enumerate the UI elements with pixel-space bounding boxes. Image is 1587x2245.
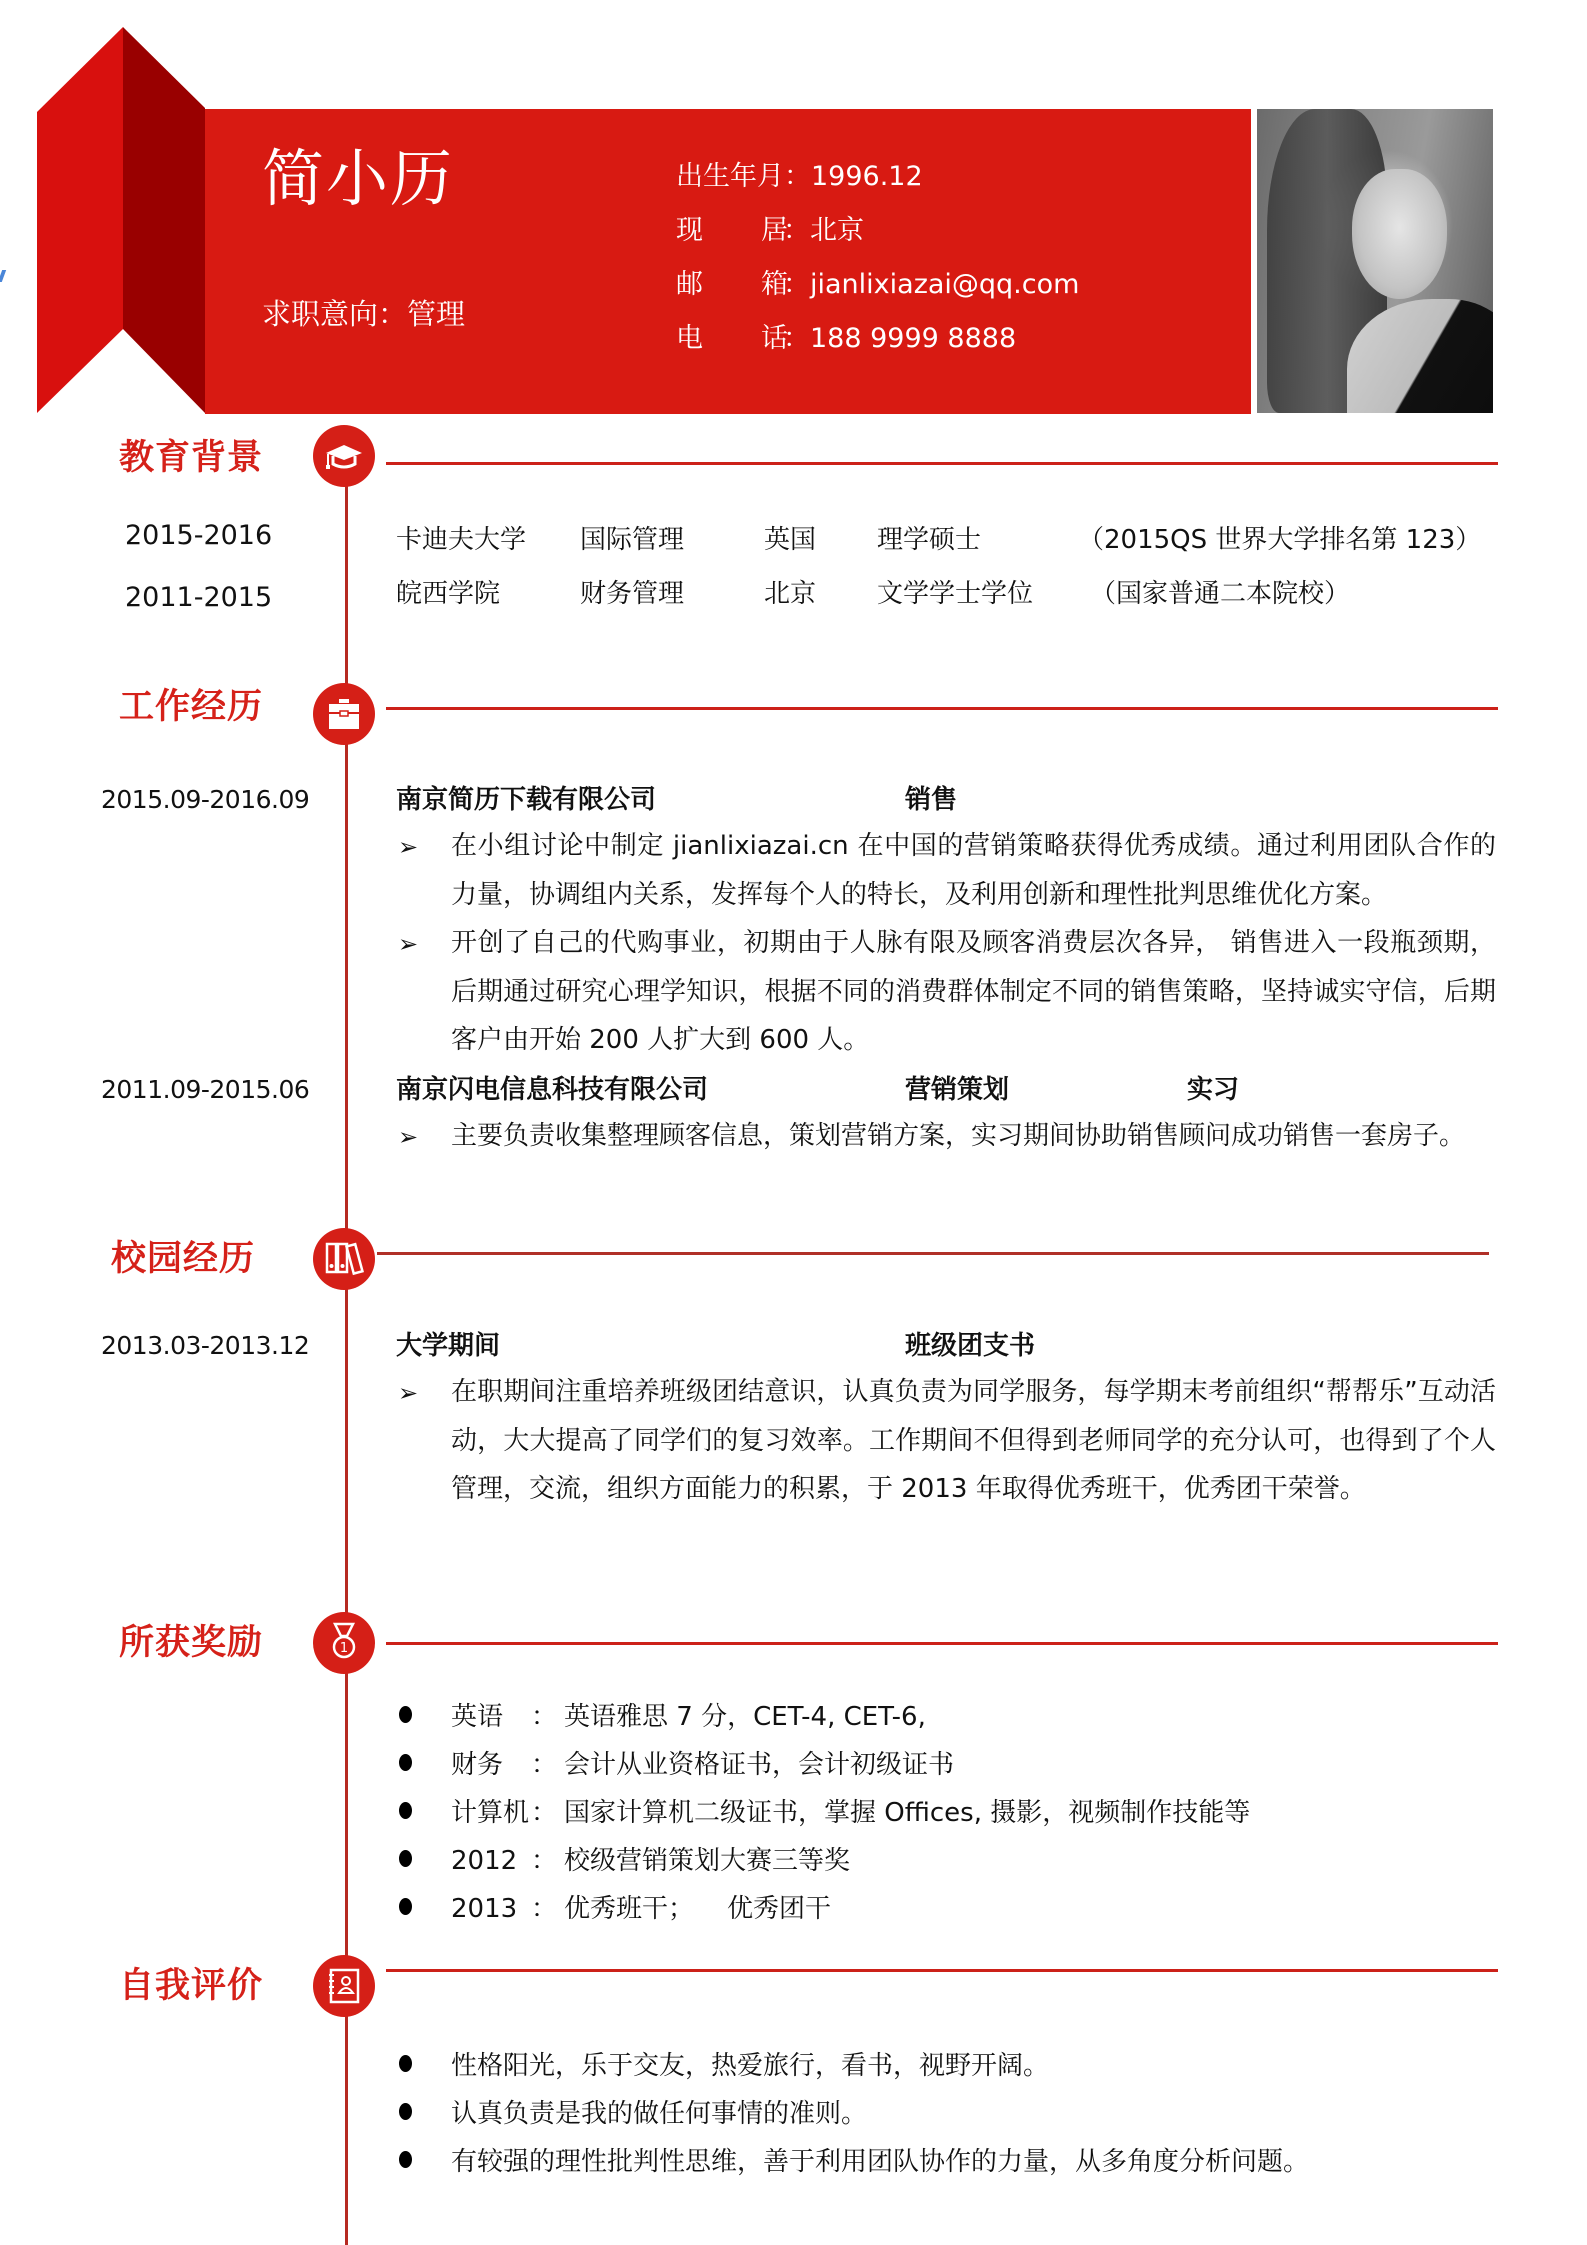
work-bullet: 主要负责收集整理顾客信息，策划营销方案，实习期间协助销售顾问成功销售一套房子。 [451,1121,1466,1151]
bullet-dot-icon [399,1706,412,1723]
info-residence: 现 居：北京 [676,215,864,246]
edu-school: 皖西学院 [396,579,501,609]
edu-note: （2015QS 世界大学排名第 123） [1078,525,1482,555]
arrow-bullet-icon: ➢ [398,930,419,958]
section-title-education: 教育背景 [119,438,264,478]
award-item: 2012 ： 校级营销策划大赛三等奖 [451,1846,851,1876]
edu-place: 英国 [764,525,817,555]
bullet-dot-icon [399,1850,412,1867]
section-divider [386,1969,1498,1972]
self-eval-item: 有较强的理性批判性思维，善于利用团队协作的力量，从多角度分析问题。 [451,2147,1310,2177]
self-eval-item: 认真负责是我的做任何事情的准则。 [451,2099,868,2129]
bullet-dot-icon [399,1754,412,1771]
section-divider [386,707,1498,710]
work-bullet: 在小组讨论中制定 jianlixiazai.cn 在中国的营销策略获得优秀成绩。通过利用团队合作的力量，协调组内关系，发挥每个人的特长，及利用创新和理性批判思维优化方案。 [451,831,1496,910]
info-phone: 电 话：188 9999 8888 [676,323,1017,354]
work-bullet: 开创了自己的代购事业，初期由于人脉有限及顾客消费层次各异， 销售进入一段瓶颈期， 后期通过研究心理学知识，根据不同的消费群体制定不同的销售策略，坚持诚实守信，后期客户由开始 200 人扩大到 600 人。 [451,928,1496,1055]
campus-role: 班级团支书 [905,1331,1036,1361]
edu-degree: 文学学士学位 [877,579,1034,609]
work-company: 南京简历下载有限公司 [396,785,657,815]
info-birth: 出生年月：1996.12 [676,161,923,192]
award-item: 计算机： 国家计算机二级证书，掌握 Offices, 摄影，视频制作技能等 [451,1798,1251,1828]
campus-org: 大学期间 [396,1331,501,1361]
briefcase-icon [313,683,375,745]
arrow-bullet-icon: ➢ [398,1123,419,1151]
edu-date: 2011-2015 [125,582,273,613]
section-divider [377,1252,1489,1255]
section-title-work: 工作经历 [119,687,264,727]
bullet-dot-icon [399,2055,412,2072]
self-eval-item: 性格阳光，乐于交友，热爱旅行，看书，视野开阔。 [451,2051,1050,2081]
candidate-name: 简小历 [262,142,455,215]
work-type: 实习 [1187,1075,1240,1105]
job-intent: 求职意向：管理 [262,297,466,331]
edu-school: 卡迪夫大学 [396,525,527,555]
campus-bullet: 在职期间注重培养班级团结意识，认真负责为同学服务，每学期末考前组织“帮帮乐”互动活动，大大提高了同学们的复习效率。工作期间不但得到老师同学的充分认可，也得到了个人管理，交流，组织方面能力的积累，于 2013 年取得优秀班干，优秀团干荣誉。 [451,1377,1496,1504]
info-email: 邮 箱：jianlixiazai@qq.com [676,269,1080,300]
campus-date: 2013.03-2013.12 [101,1331,310,1360]
award-item: 英语 ： 英语雅思 7 分，CET-4, CET-6, [451,1702,926,1732]
bullet-dot-icon [399,1802,412,1819]
work-date: 2011.09-2015.06 [101,1075,310,1104]
arrow-bullet-icon: ➢ [398,833,419,861]
edu-major: 财务管理 [580,579,685,609]
svg-text:1: 1 [339,1641,349,1656]
contact-book-icon [313,1955,375,2017]
portrait-photo [1257,109,1493,413]
edu-place: 北京 [764,579,817,609]
section-title-awards: 所获奖励 [119,1623,264,1663]
award-item: 2013 ： 优秀班干； 优秀团干 [451,1894,832,1924]
medal-icon [313,1612,375,1674]
work-date: 2015.09-2016.09 [101,785,310,814]
award-item: 财务 ： 会计从业资格证书，会计初级证书 [451,1750,955,1780]
bullet-dot-icon [399,2103,412,2120]
work-role: 营销策划 [905,1075,1010,1105]
work-company: 南京闪电信息科技有限公司 [396,1075,709,1105]
bullet-dot-icon [399,1898,412,1915]
section-title-self-eval: 自我评价 [119,1966,264,2006]
binders-icon [313,1228,375,1290]
section-divider [386,462,1498,465]
edu-degree: 理学硕士 [877,525,982,555]
edu-note: （国家普通二本院校） [1090,579,1351,609]
section-title-campus: 校园经历 [111,1239,256,1279]
section-divider [386,1642,1498,1645]
arrow-bullet-icon: ➢ [398,1379,419,1407]
edu-major: 国际管理 [580,525,685,555]
bullet-dot-icon [399,2151,412,2168]
edu-date: 2015-2016 [125,520,273,551]
graduation-cap-icon [313,425,375,487]
work-role: 销售 [905,785,958,815]
